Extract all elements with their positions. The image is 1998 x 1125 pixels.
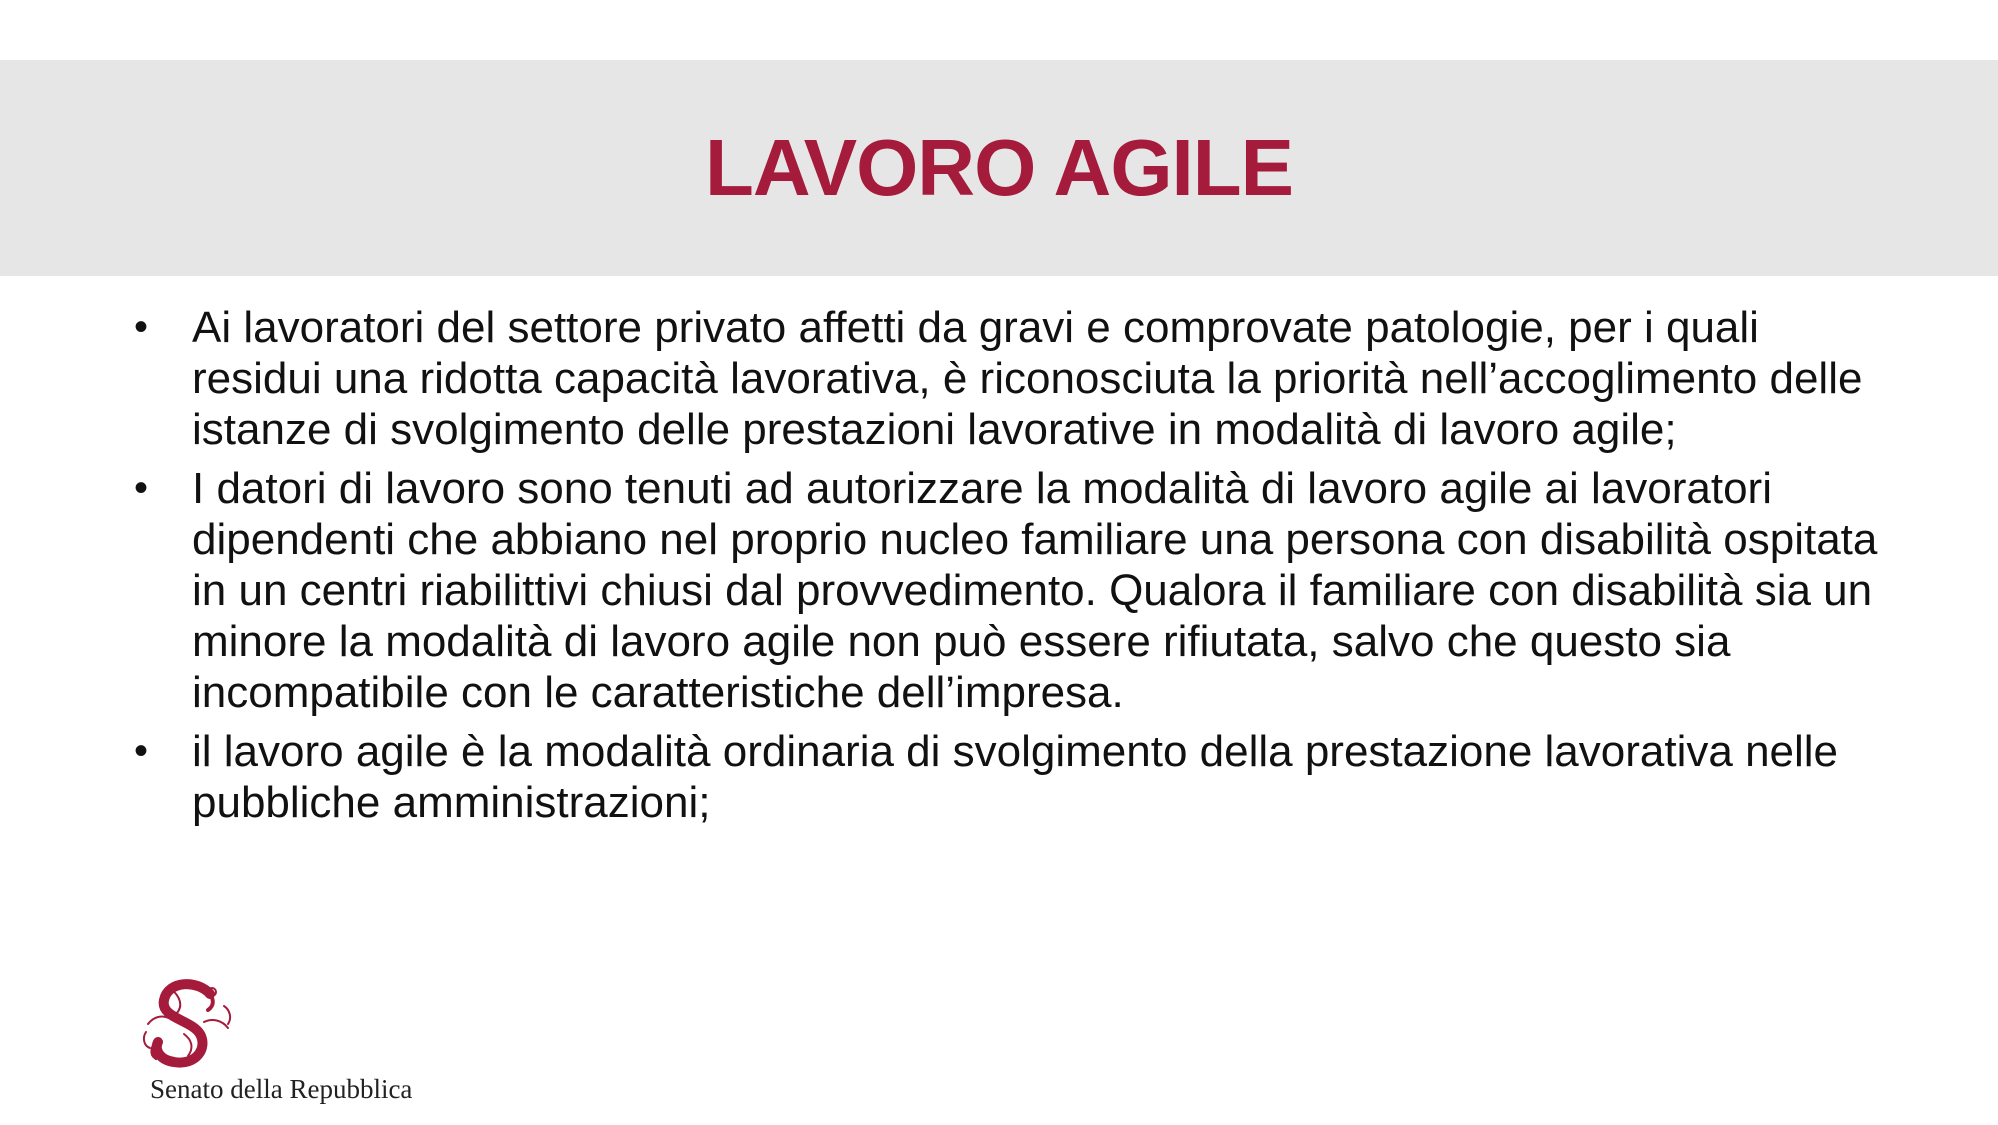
bullet-text: I datori di lavoro sono tenuti ad autorizzare la modalità di lavoro agile ai lavoratori dipendenti che abbiano nel proprio nucleo familiare una persona con disabilità ospitata in un centri riabilittivi chiusi dal provvedimento. Qualora il familiare con disabilità sia un minore la modalità di lavoro agile non può essere rifiutata, salvo che questo sia incompatibile con le caratteristiche dell’impresa. xyxy=(192,464,1878,717)
slide-title: LAVORO AGILE xyxy=(705,123,1293,212)
bullet-text: il lavoro agile è la modalità ordinaria di svolgimento della prestazione lavorativa nelle pubbliche amministrazioni; xyxy=(192,727,1839,827)
bullet-list xyxy=(128,302,1888,836)
bullet-text: Ai lavoratori del settore privato affetti da gravi e comprovate patologie, per i quali residui una ridotta capacità lavorativa, è riconosciuta la priorità nell’accoglimento delle istanze di svolgimento delle prestazioni lavorative in modalità di lavoro agile; xyxy=(192,303,1863,454)
bullet-marker: • xyxy=(134,466,149,510)
bullet-marker: • xyxy=(134,729,149,773)
senato-logo xyxy=(138,976,438,1104)
bullet-item xyxy=(128,302,1888,455)
senato-s-emblem-icon xyxy=(140,976,236,1072)
bullet-item xyxy=(128,726,1888,828)
logo-text: Senato della Repubblica xyxy=(150,1074,413,1104)
bullet-marker: • xyxy=(134,305,149,349)
bullet-item xyxy=(128,463,1888,718)
